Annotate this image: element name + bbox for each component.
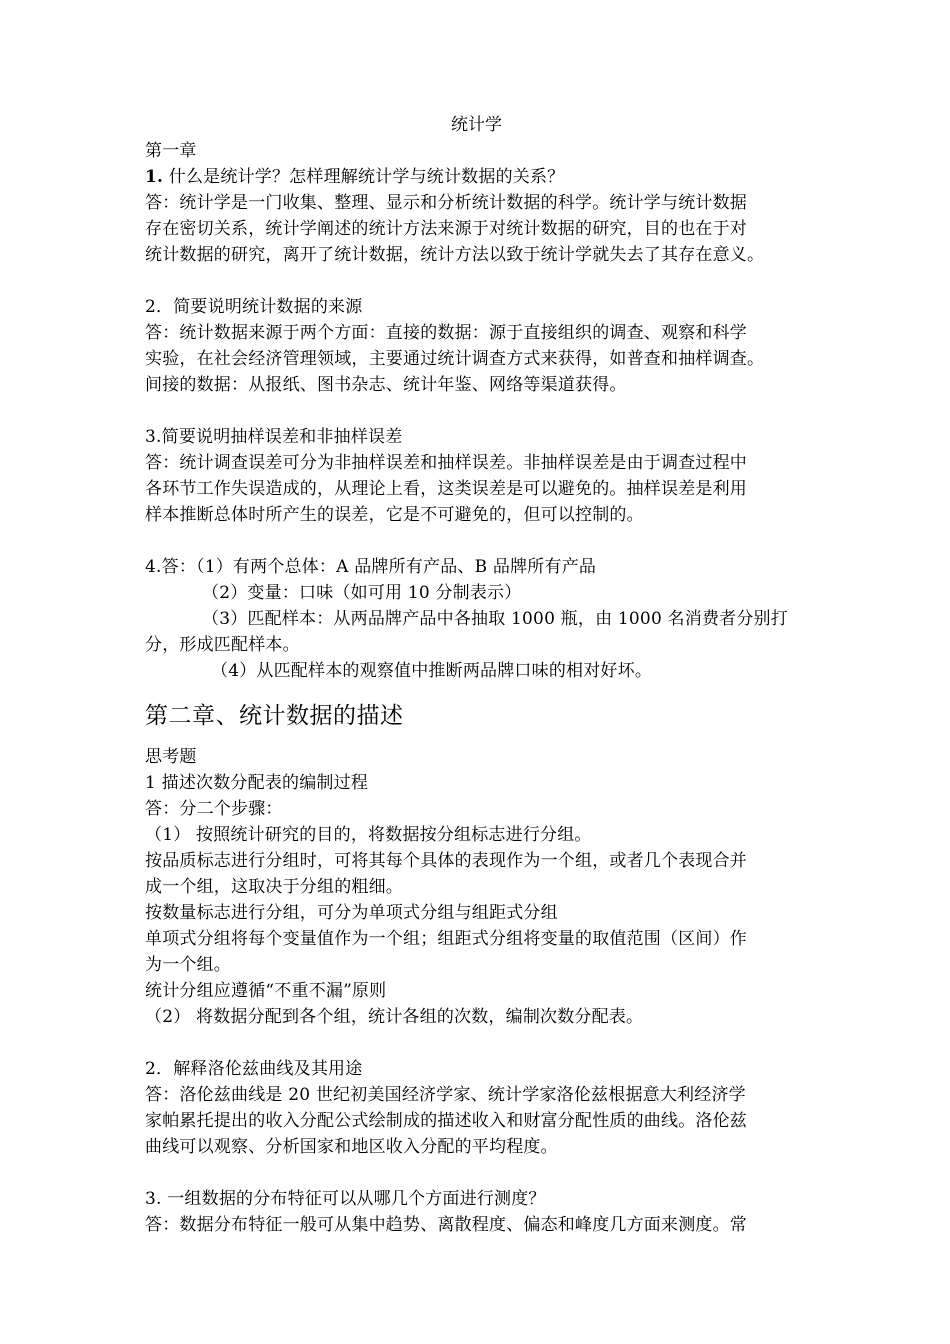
spacer [145, 528, 808, 554]
ch2-q1-line: （2） 将数据分配到各个组，统计各组的次数，编制次数分配表。 [145, 1007, 644, 1027]
ch1-q3-answer-line: 答：统计调查误差可分为非抽样误差和抽样误差。非抽样误差是由于调查过程中 [145, 453, 747, 473]
ch1-q2-answer-line: 间接的数据：从报纸、图书杂志、统计年鉴、网络等渠道获得。 [145, 375, 627, 395]
ch2-q2-answer-line: 曲线可以观察、分析国家和地区收入分配的平均程度。 [145, 1137, 558, 1157]
ch1-q4-line: （4）从匹配样本的观察值中推断两品牌口味的相对好坏。 [211, 661, 653, 681]
ch2-q1-line: 按数量标志进行分组，可分为单项式分组与组距式分组 [145, 903, 558, 923]
ch2-q2-question: 2．解释洛伦兹曲线及其用途 [145, 1059, 363, 1079]
document-title: 统计学 [451, 115, 502, 135]
ch1-q4-line: 分，形成匹配样本。 [145, 635, 300, 655]
ch2-q1-line: 答：分二个步骤： [145, 799, 283, 819]
ch1-q2-answer-line: 实验，在社会经济管理领域，主要通过统计调查方式来获得，如普查和抽样调查。 [145, 349, 765, 369]
ch2-q1-line: 成一个组，这取决于分组的粗细。 [145, 877, 403, 897]
ch2-q3-question: 3. 一组数据的分布特征可以从哪几个方面进行测度？ [145, 1189, 546, 1209]
ch2-q3-answer-line: 答：数据分布特征一般可从集中趋势、离散程度、偏态和峰度几方面来测度。常 [145, 1215, 747, 1235]
ch2-q1-line: 为一个组。 [145, 955, 231, 975]
ch2-q1-line: 统计分组应遵循“不重不漏”原则 [145, 981, 387, 1001]
ch1-q4-line: （2）变量：口味（如可用 10 分制表示） [202, 583, 522, 603]
spacer [145, 1030, 808, 1056]
ch2-q2-answer-line: 家帕累托提出的收入分配公式绘制成的描述收入和财富分配性质的曲线。洛伦兹 [145, 1111, 747, 1131]
ch1-q1-number: 1. [145, 167, 164, 187]
ch1-q1-question-text: 什么是统计学？怎样理解统计学与统计数据的关系？ [168, 167, 565, 187]
ch2-subheading: 思考题 [145, 747, 197, 767]
chapter2-heading: 第二章、统计数据的描述 [145, 703, 404, 729]
ch2-q1-question: 1 描述次数分配表的编制过程 [145, 773, 369, 793]
spacer [145, 398, 808, 424]
ch1-q3-question: 3.简要说明抽样误差和非抽样误差 [145, 427, 403, 447]
ch1-q4-line: 4.答：（1）有两个总体：A 品牌所有产品、B 品牌所有产品 [145, 557, 597, 577]
ch2-q1-line: 按品质标志进行分组时，可将其每个具体的表现作为一个组，或者几个表现合并 [145, 851, 747, 871]
ch1-q1-answer-line: 统计数据的研究，离开了统计数据，统计方法以致于统计学就失去了其存在意义。 [145, 245, 765, 265]
ch1-q1-answer-line: 答：统计学是一门收集、整理、显示和分析统计数据的科学。统计学与统计数据 [145, 193, 747, 213]
ch1-q2-answer-line: 答：统计数据来源于两个方面：直接的数据：源于直接组织的调查、观察和科学 [145, 323, 747, 343]
ch1-q3-answer-line: 样本推断总体时所产生的误差，它是不可避免的，但可以控制的。 [145, 505, 644, 525]
spacer [145, 1160, 808, 1186]
spacer [145, 268, 808, 294]
ch1-q1-question [145, 164, 808, 190]
ch1-q1-answer-line: 存在密切关系，统计学阐述的统计方法来源于对统计数据的研究，目的也在于对 [145, 219, 747, 239]
ch2-q1-line: （1） 按照统计研究的目的，将数据按分组标志进行分组。 [145, 825, 592, 845]
ch1-q2-question: 2．简要说明统计数据的来源 [145, 297, 363, 317]
ch1-q4-line: （3）匹配样本：从两品牌产品中各抽取 1000 瓶，由 1000 名消费者分别打 [202, 609, 788, 629]
chapter1-heading: 第一章 [145, 141, 197, 161]
ch2-q2-answer-line: 答：洛伦兹曲线是 20 世纪初美国经济学家、统计学家洛伦兹根据意大利经济学 [145, 1085, 746, 1105]
ch2-q1-line: 单项式分组将每个变量值作为一个组；组距式分组将变量的取值范围（区间）作 [145, 929, 747, 949]
ch1-q3-answer-line: 各环节工作失误造成的，从理论上看，这类误差是可以避免的。抽样误差是利用 [145, 479, 747, 499]
